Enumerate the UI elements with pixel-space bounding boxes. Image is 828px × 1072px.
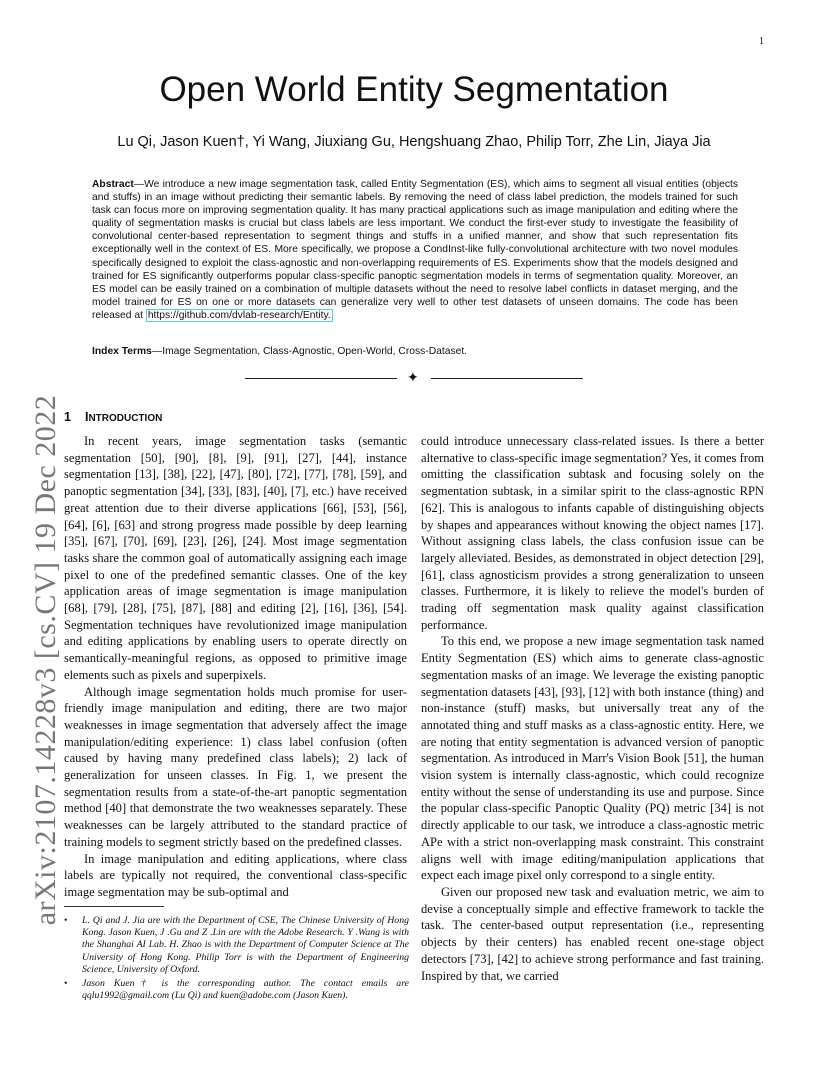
abstract xyxy=(92,178,738,322)
left-column xyxy=(64,433,407,901)
paragraph: In image manipulation and editing applications, where class labels are typically not required, the conventional class-specific image segmentation may be sub-optimal and xyxy=(64,851,407,899)
index-terms xyxy=(92,346,738,357)
paragraph: To this end, we propose a new image segmentation task named Entity Segmentation (ES) which aims to generate class-agnostic segmentation masks of an image. We leverage the existing panoptic segmentation datasets [43], [93], [12] with both instance (thing) and non-instance (stuff) masks, but universally treat any of the annotated thing and stuff masks as a class-agnostic entity. Here, we are noting that entity segmentation is advanced version of panoptic segmentation. As introduced in Marr's Vision Book [51], the human vision system is internally class-agnostic, which could recognize entity without the sense of understanding its use and purpose. Since the popular class-specific Panoptic Quality (PQ) metric [34] is not directly applicable to our task, we introduce a class-agnostic metric APe with a strict non-overlapping mask constraint. This constraint aligns well with image editing/manipulation applications that expect each image pixel only correspond to a single entity. xyxy=(421,634,764,883)
index-terms-text: —Image Segmentation, Class-Agnostic, Open-World, Cross-Dataset. xyxy=(151,346,468,357)
divider-line-right xyxy=(431,378,583,379)
author-list: Lu Qi, Jason Kuen†, Yi Wang, Jiuxiang Gu, Hengshuang Zhao, Philip Torr, Zhe Lin, Jiaya Jia xyxy=(117,134,711,150)
footnote-contact: • Jason Kuen† is the corresponding author. The contact emails are qqlu1992@gmail.com (Lu Qi) and kuen@adobe.com (Jason Kuen). xyxy=(64,978,409,1002)
footnote-rule xyxy=(64,906,164,907)
right-column xyxy=(421,433,764,984)
index-terms-label: Index Terms xyxy=(92,346,152,357)
paragraph: could introduce unnecessary class-related issues. Is there a better alternative to class-specific image segmentation? Yes, it comes from omitting the classification subtask and focusing solely on the segmentation subtask, in a similar spirit to the class-agnostic RPN [62]. This is analogous to infants capable of distinguishing objects by shapes and appearances without knowing the object names [17]. Without assigning class labels, the class confusion issue can be largely alleviated. Besides, as demonstrated in object detection [29], [61], class agnosticism provides a strong generalization to unseen classes. Furthermore, it is likely to relieve the model's burden of trading off segmentation mask quality against classification performance. xyxy=(421,434,764,632)
paper-title: Open World Entity Segmentation xyxy=(159,70,669,109)
code-link[interactable]: https://github.com/dvlab-research/Entity. xyxy=(147,309,331,321)
footnote-affiliations: • L. Qi and J. Jia are with the Department of CSE, The Chinese University of Hong Kong. Jason Kuen, J .Gu and Z .Lin are with the Adobe Research. Y .Wang is with the Shanghai AI Lab. H. Zhao is with the Department of Computer Science at The University of Hong Kong. Philip Torr is with the Department of Engineering Science, University of Oxford. xyxy=(64,915,409,976)
section-number: 1 xyxy=(64,410,71,424)
paragraph: Although image segmentation holds much promise for user-friendly image manipulation and editing, there are two major weaknesses in image segmentation that adversely affect the image manipulation/editing experience: 1) class label confusion (often caused by having many predefined class labels); 2) lack of generalization for unseen classes. In Fig. 1, we present the segmentation results from a state-of-the-art panoptic segmentation method [40] that demonstrate the two weaknesses separately. These weaknesses can be largely attributed to the standard practice of training models to segment strictly based on the predefined classes. xyxy=(64,684,407,849)
footnotes xyxy=(64,915,409,1004)
abstract-label: Abstract xyxy=(92,179,134,190)
abstract-text: —We introduce a new image segmentation task, called Entity Segmentation (ES), which aims to segment all visual entities (objects and stuffs) in an image without predicting their semantic labels. By removing the need of class label prediction, the models trained for such task can focus more on improving segmentation quality. It has many practical applications such as image manipulation and editing where the quality of segmentation masks is crucial but class labels are less important. We conduct the first-ever study to investigate the feasibility of convolutional center-based representation to segment things and stuffs in a unified manner, and show that such representation fits exceptionally well in the context of ES. More specifically, we propose a CondInst-like fully-convolutional architecture with two novel modules specifically designed to exploit the class-agnostic and non-overlapping requirements of ES. Experiments show that the models designed and trained for ES significantly outperforms popular class-specific panoptic segmentation models in terms of segmentation quality. Moreover, an ES model can be easily trained on a combination of multiple datasets without the need to resolve label conflicts in dataset merging, and the model trained for ES on one or more datasets can generalize very well to other test datasets of unseen domains. The code has been released at xyxy=(92,179,738,321)
page-number: 1 xyxy=(759,36,764,47)
section-title-rest: NTRODUCTION xyxy=(88,413,163,424)
paragraph: In recent years, image segmentation tasks (semantic segmentation [50], [90], [8], [9], [91], [27], [44], instance segmentation [13], [38], [22], [47], [80], [72], [77], [78], [59], and panoptic segmentation [34], [33], [83], [40], [7], etc.) have received great attention due to their diverse applications [66], [53], [56], [64], [6], [63] and strong progress made possible by deep learning [35], [67], [70], [69], [23], [26], [24]. Most image segmentation tasks share the common goal of automatically assigning each image pixel to one of the predefined semantic classes. One of the key application areas of image segmentation is image manipulation [68], [79], [28], [75], [87], [88] and editing [2], [16], [36], [54]. Segmentation techniques have revolutionized image manipulation and editing applications by enabling users to operate directly on semantically-meaningful regions, as opposed to primitive image elements such as pixels and superpixels. xyxy=(64,434,407,682)
section-divider xyxy=(245,370,583,386)
arxiv-identifier: arXiv:2107.14228v3 [cs.CV] 19 Dec 2022 xyxy=(29,394,62,926)
divider-line-left xyxy=(245,378,397,379)
divider-star-icon: ✦ xyxy=(407,370,419,386)
section-heading xyxy=(64,410,162,424)
paragraph: Given our proposed new task and evaluation metric, we aim to devise a conceptually simple and effective framework to tackle the task. The center-based output representation (i.e., representing objects by their centers) has enabled recent one-stage object detectors [73], [42] to achieve strong performance and fast training. Inspired by that, we carried xyxy=(421,884,764,983)
section-title-initial: I xyxy=(84,410,89,424)
